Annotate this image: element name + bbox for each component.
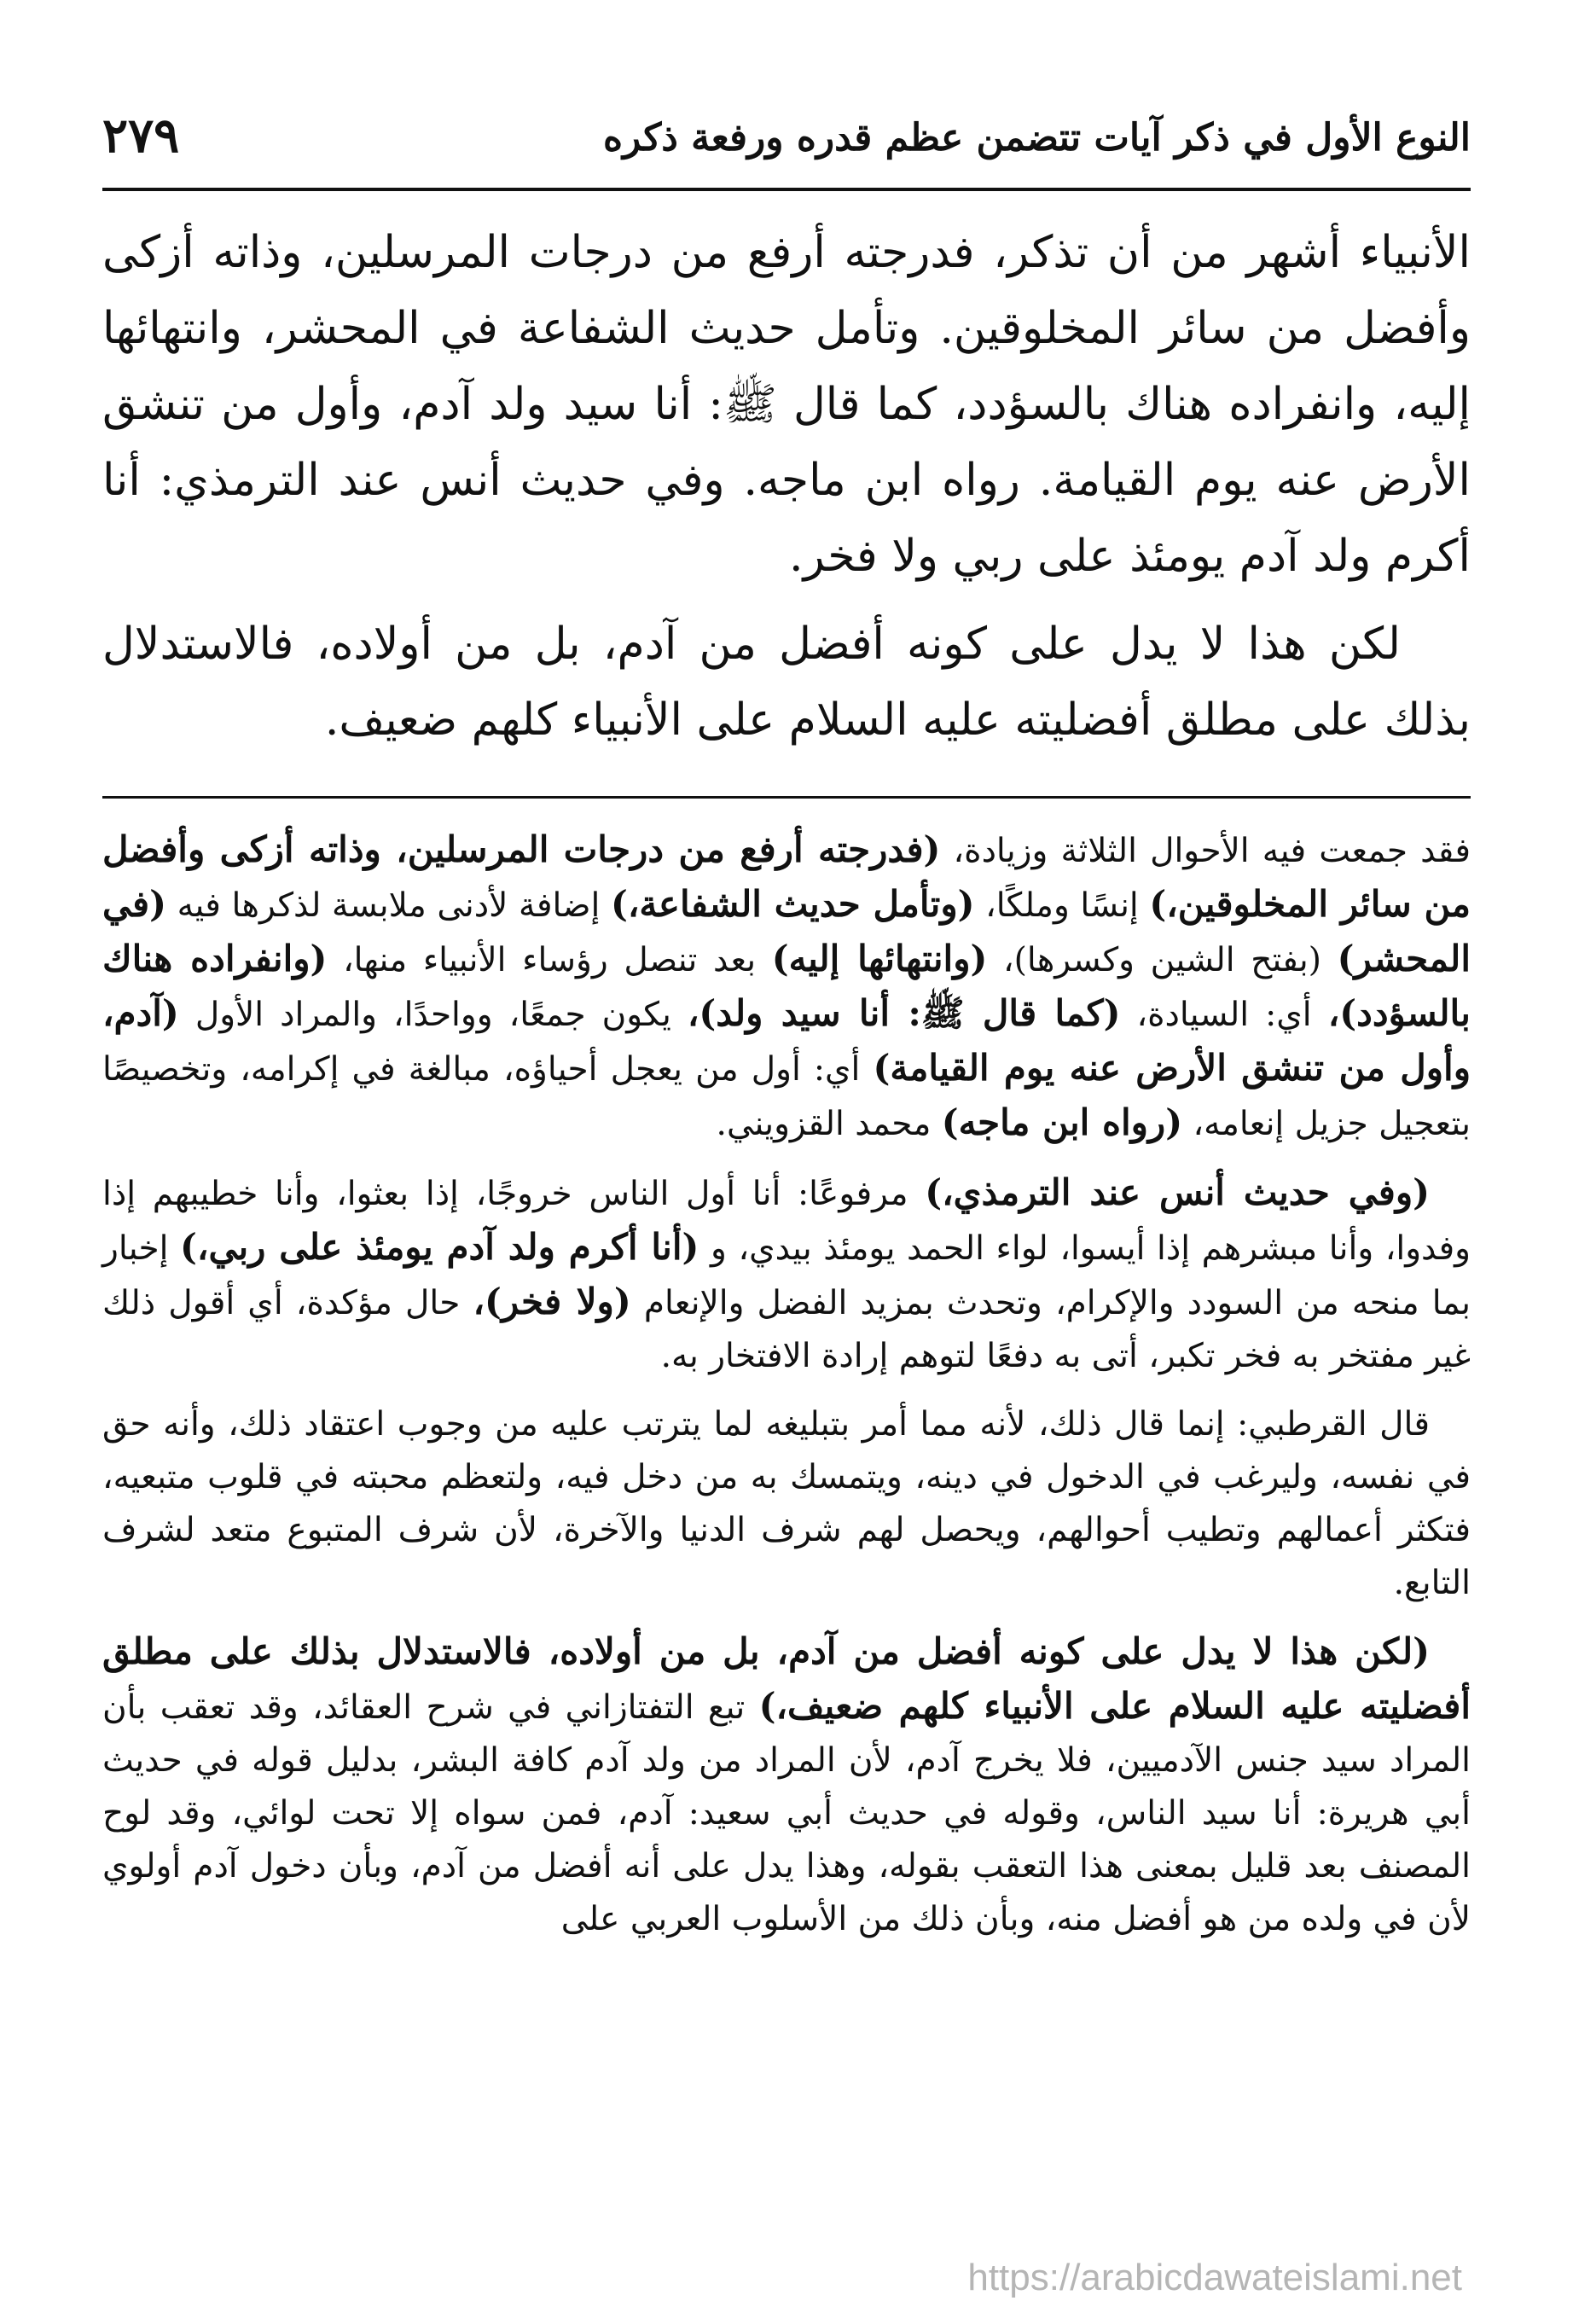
main-paragraph: لكن هذا لا يدل على كونه أفضل من آدم، بل من أولاده، فالاستدلال بذلك على مطلق أفضليته عليه السلام على الأنبياء كلهم ضعيف. (102, 619, 1471, 746)
commentary-text: إضافة لأدنى ملابسة لذكرها فيه (165, 886, 611, 925)
quoted-text: (وفي حديث أنس عند الترمذي،) (925, 1171, 1430, 1213)
quoted-text: (فدرجته أرفع من درجات المرسلين، وذاته أزكى وأفضل من سائر المخلوقين،) (102, 828, 1471, 925)
commentary-paragraph (102, 1166, 1471, 1383)
quoted-text: (وانتهائها إليه) (771, 938, 988, 979)
commentary-text: محمد القزويني. (716, 1105, 942, 1143)
watermark-url: https://arabicdawateislami.net (967, 2257, 1462, 2298)
quoted-text: (كما قال ﷺ: أنا سيد ولد)، (687, 992, 1121, 1034)
commentary-text: بعد تنصل رؤساء الأنبياء منها، (327, 941, 772, 979)
commentary-text: إخبار بما منحه من السودد والإكرام، وتحدث بمزيد الفضل والإنعام (102, 1229, 1471, 1322)
main-paragraph: الأنبياء أشهر من أن تذكر، فدرجته أرفع من درجات المرسلين، وذاته أزكى وأفضل من سائر المخلوقين. وتأمل حديث الشفاعة في المحشر، وانتهائها إليه، وانفراده هناك بالسؤدد، كما قال ﷺ: أنا سيد ولد آدم، وأول من تنشق الأرض عنه يوم القيامة. رواه ابن ماجه. وفي حديث أنس عند الترمذي: أنا أكرم ولد آدم يومئذ على ربي ولا فخر. (102, 227, 1471, 582)
header-rule (102, 188, 1471, 191)
commentary-text: فقد جمعت فيه الأحوال الثلاثة وزيادة، (940, 832, 1471, 870)
page-header (102, 101, 1471, 186)
commentary-text: حال مؤكدة، أي أقول ذلك غير مفتخر به فخر تكبر، أتى به دفعًا لتوهم إرادة الافتخار به. (102, 1284, 1471, 1375)
quoted-text: (آدم، وأول من تنشق الأرض عنه يوم القيامة) (102, 992, 1471, 1089)
quoted-text: (رواه ابن ماجه) (941, 1101, 1183, 1143)
quoted-text: (وتأمل حديث الشفاعة،) (610, 883, 975, 925)
commentary-text: أي: السيادة، (1120, 996, 1328, 1034)
quoted-text: (أنا أكرم ولد آدم يومئذ على ربي،) (180, 1226, 699, 1268)
commentary-paragraph (102, 823, 1471, 1151)
commentary-text: أي: أول من يعجل أحياؤه، مبالغة في إكرامه، وتخصيصًا بتعجيل جزيل إنعامه، (102, 1050, 1471, 1143)
main-text (102, 215, 1471, 758)
quoted-text: (وانفراده هناك بالسؤدد)، (102, 938, 1471, 1034)
commentary-text: تبع التفتازاني في شرح العقائد، وقد تعقب بأن المراد سيد جنس الآدميين، فلا يخرج آدم، لأن المراد من ولد آدم كافة البشر، بدليل قوله في حديث أبي هريرة: أنا سيد الناس، وقوله في حديث أبي سعيد: آدم، فمن سواه إلا تحت لوائي، وقد لوح المصنف بعد قليل بمعنى هذا التعقب بقوله، وهذا يدل على أنه أفضل من آدم، وبأن دخول آدم أولوي لأن في ولده من هو أفضل منه، وبأن ذلك من الأسلوب العربي على (102, 1688, 1471, 1938)
quoted-text: (ولا فخر)، (473, 1281, 631, 1322)
commentary (102, 823, 1471, 1961)
quoted-text: (لكن هذا لا يدل على كونه أفضل من آدم، بل من أولاده، فالاستدلال بذلك على مطلق أفضليته عليه السلام على الأنبياء كلهم ضعيف،) (102, 1630, 1471, 1727)
commentary-paragraph (102, 1625, 1471, 1946)
quoted-text: (في المحشر) (102, 883, 1471, 979)
commentary-text: (بفتح الشين وكسرها)، (987, 941, 1338, 979)
running-title: النوع الأول في ذكر آيات تتضمن عظم قدره ورفعة ذكره (602, 116, 1471, 160)
commentary-text: يكون جمعًا، وواحدًا، والمراد الأول (178, 996, 688, 1034)
commentary-divider (102, 796, 1471, 799)
commentary-paragraph: قال القرطبي: إنما قال ذلك، لأنه مما أمر بتبليغه لما يترتب عليه من وجوب اعتقاد ذلك، وأنه حق في نفسه، وليرغب في الدخول في دينه، ويتمسك به من دخل فيه، ولتعظم محبته في قلوب متبعيه، فتكثر أعمالهم وتطيب أحوالهم، ويحصل لهم شرف الدنيا والآخرة، لأن شرف المتبوع متعد لشرف التابع. (102, 1405, 1471, 1602)
page-number: ٢٧٩ (102, 107, 180, 164)
commentary-text: إنسًا وملكًا، (974, 886, 1150, 925)
commentary-text: مرفوعًا: أنا أول الناس خروجًا، إذا بعثوا، وأنا خطيبهم إذا وفدوا، وأنا مبشرهم إذا أيسوا، لواء الحمد يومئذ بيدي، و (102, 1175, 1471, 1268)
